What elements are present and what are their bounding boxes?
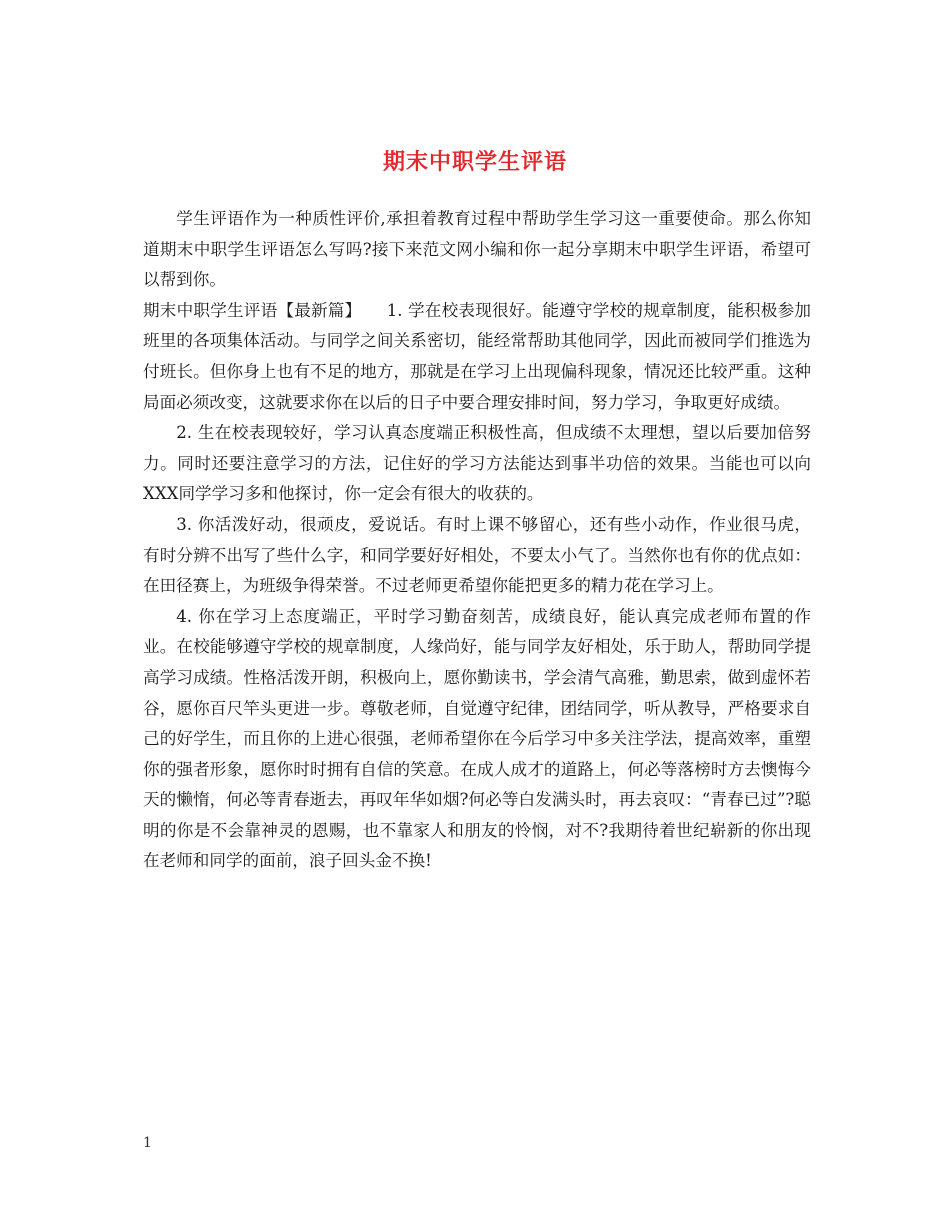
comment-paragraph-3: 3. 你活泼好动，很顽皮，爱说话。有时上课不够留心，还有些小动作，作业很马虎，有时分辨不出写了些什么字，和同学要好好相处，不要太小气了。当然你也有你的优点如：在田径赛上，为班级争得荣誉。不过老师更希望你能把更多的精力花在学习上。: [143, 514, 811, 596]
comment-paragraph-1: 期末中职学生评语【最新篇】 1. 学在校表现很好。能遵守学校的规章制度，能积极参加班里的各项集体活动。与同学之间关系密切，能经常帮助其他同学，因此而被同学们推选为付班长。但你身上也有不足的地方，那就是在学习上出现偏科现象，情况还比较严重。这种局面必须改变，这就要求你在以后的日子中要合理安排时间，努力学习，争取更好成绩。: [143, 300, 811, 412]
comment-paragraph-2: 2. 生在校表现较好，学习认真态度端正积极性高，但成绩不太理想，望以后要加倍努力。同时还要注意学习的方法，记住好的学习方法能达到事半功倍的效果。当能也可以向XXX同学学习多和他探讨，你一定会有很大的收获的。: [143, 423, 811, 504]
document-title: 期末中职学生评语: [382, 149, 567, 175]
page-number: 1: [143, 1135, 152, 1151]
document-body: [143, 204, 811, 877]
comment-paragraph-4: 4. 你在学习上态度端正，平时学习勤奋刻苦，成绩良好，能认真完成老师布置的作业。在校能够遵守学校的规章制度，人缘尚好，能与同学友好相处，乐于助人，帮助同学提高学习成绩。性格活泼开朗，积极向上，愿你勤读书，学会清气高雅，勤思索，做到虚怀若谷，愿你百尺竿头更进一步。尊敬老师，自觉遵守纪律，团结同学，听从教导，严格要求自己的好学生，而且你的上进心很强，老师希望你在今后学习中多关注学法，提高效率，重塑你的强者形象，愿你时时拥有自信的笑意。在成人成才的道路上，何必等落榜时方去懊悔今天的懒惰，何必等青春逝去，再叹年华如烟?何必等白发满头时，再去哀叹：“青春已过”?聪明的你是不会靠神灵的恩赐，也不靠家人和朋友的怜悯，对不?我期待着世纪崭新的你出现在老师和同学的面前，浪子回头金不换!: [143, 606, 811, 871]
intro-paragraph: 学生评语作为一种质性评价,承担着教育过程中帮助学生学习这一重要使命。那么你知道期末中职学生评语怎么写吗?接下来范文网小编和你一起分享期末中职学生评语，希望可以帮到你。: [143, 209, 811, 290]
